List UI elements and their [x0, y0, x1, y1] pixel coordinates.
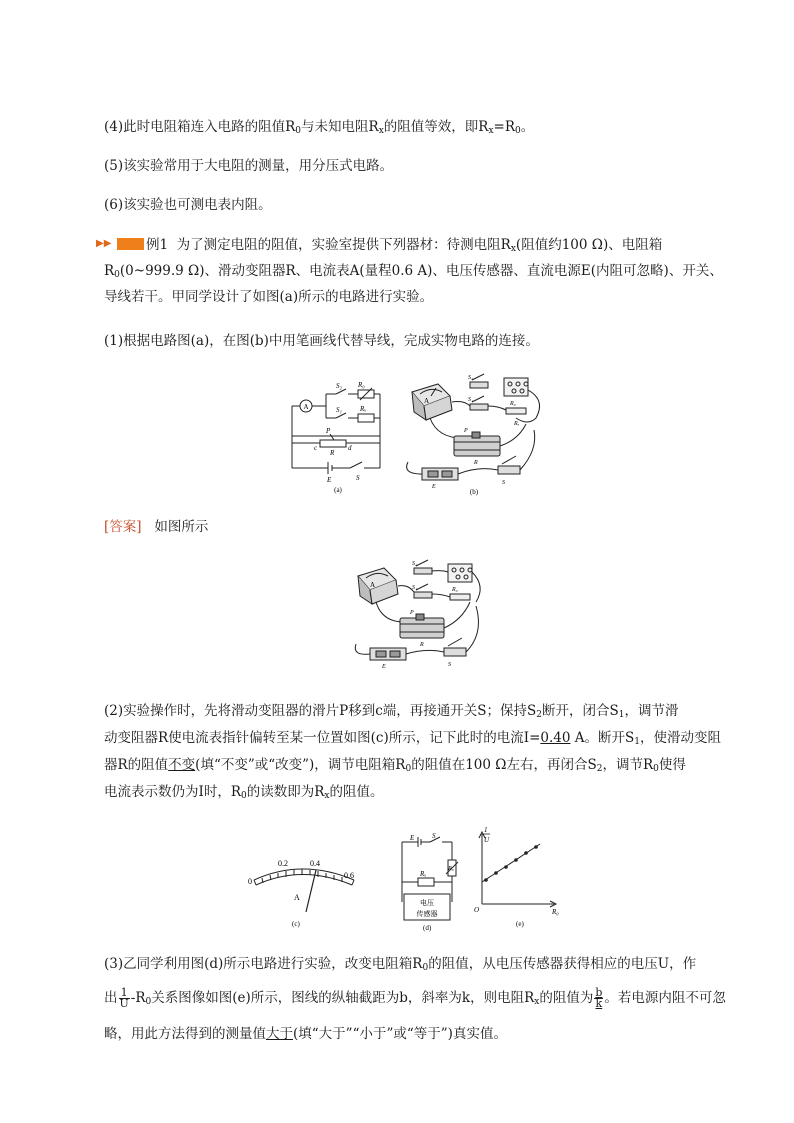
answer-fraction-b-over-k — [594, 988, 603, 1009]
q3-answer-greater: 大于 — [266, 1026, 293, 1042]
label-d: d — [348, 444, 352, 452]
q2-text-1b: 断开，闭合S — [542, 703, 619, 719]
photo-r0-label: R₀ — [510, 401, 516, 407]
question-3-line-1 — [104, 955, 696, 977]
answer-p-label: P — [410, 610, 414, 616]
q2-sub-8: x — [324, 791, 330, 801]
sensor-circuit-d — [394, 832, 460, 932]
meter-unit-a: A — [294, 893, 300, 902]
answer-r-label: R — [420, 642, 424, 648]
q2-answer-current: 0.40 — [540, 730, 571, 746]
frac-den-u: U — [119, 997, 129, 1010]
q2-text-3d: ，调节R — [602, 757, 654, 773]
question-3-line-2 — [104, 988, 726, 1011]
photo-e-label: E — [432, 484, 436, 490]
q3-text-2a: 出 — [104, 990, 118, 1006]
photo-r-label: R — [474, 460, 478, 466]
q3-sub-1: 0 — [422, 963, 429, 973]
point-5: (5)该实验常用于大电阻的测量，用分压式电路。 — [104, 158, 394, 174]
question-2-line-3 — [104, 756, 686, 778]
answer-r0-label: R₀ — [452, 587, 458, 593]
q3-text-3b: (填“大于”“小于”或“等于”)真实值。 — [293, 1026, 507, 1042]
q2-answer-unchanged: 不变 — [168, 757, 196, 773]
label-e: E — [327, 476, 332, 484]
q2-text-2a: 动变阻器R使电流表指针偏转至某一位置如图(c)所示，记下此时的电流I= — [104, 730, 541, 746]
sensor-label-1: 电压 — [420, 899, 434, 907]
example-line-2: $R_0(0\sim 999.9$ Ω)、滑动变阻器R、电流表A(量程0.6 A)、电压传感器、直流电源E(内阻可忽略)、开关、 — [104, 263, 723, 280]
answer-apparatus-figure — [352, 556, 490, 668]
circuit-diagram-a — [288, 376, 388, 494]
graph-y-den: U — [484, 836, 490, 844]
q2-text-3e: 使得 — [658, 757, 686, 773]
q2-text-4a: 电流表示数仍为I时，R — [104, 784, 241, 800]
d-label-s: S — [432, 832, 436, 840]
apparatus-photo-b — [398, 370, 548, 496]
d-label-r0: R₀ — [448, 866, 454, 872]
double-arrow-icon: ▶▶ — [96, 238, 112, 249]
q2-sub-5: 2 — [596, 764, 603, 774]
photo-p-label: P — [464, 428, 468, 434]
photo-s-label: S — [502, 480, 505, 486]
example-tag — [96, 237, 144, 251]
q2-sub-3: 1 — [634, 737, 640, 747]
q3-text-3a: 略，用此方法得到的测量值 — [104, 1026, 266, 1042]
point-4: (4)此时电阻箱连入电路的阻值$R_0$与未知电阻$R_x$的阻值等效，即$R_x=R_0$。 — [104, 119, 535, 136]
label-s1: S₁ — [336, 406, 342, 414]
q3-text-2d: 的阻值为 — [539, 990, 594, 1006]
q2-text-1a: (2)实验操作时，先将滑动变阻器的滑片P移到c端，再接通开关S；保持S — [104, 703, 537, 719]
frac-den-k: k — [595, 997, 603, 1010]
q2-text-4c: 的阻值。 — [329, 784, 384, 800]
q2-text-2b: A。断开S — [570, 730, 635, 746]
point-6: (6)该实验也可测电表内阻。 — [104, 197, 272, 213]
answer-s-label: S — [448, 662, 451, 668]
frac-num-b: b — [595, 986, 603, 999]
photo-rx-label: Rₓ — [514, 421, 520, 427]
question-2-line-4 — [104, 783, 383, 805]
q3-text-2e: 。若电源内阻不可忽 — [604, 990, 726, 1006]
label-p: P — [326, 427, 331, 435]
example-line-3: 导线若干。甲同学设计了如图(a)所示的电路进行实验。 — [104, 289, 434, 305]
answer-a-label: A — [370, 581, 376, 589]
label-s: S — [356, 474, 360, 482]
answer-s1-label: S₁ — [412, 585, 418, 591]
question-2-line-2 — [104, 729, 721, 751]
q2-text-2c: ，使滑动变阻 — [640, 730, 721, 746]
q2-text-3b: (填“不变”或“改变”)，调节电阻箱R — [195, 757, 406, 773]
question-3-line-3 — [104, 1025, 507, 1043]
q3-text-2b: -R — [130, 990, 146, 1006]
meter-tick-04: 0.4 — [310, 859, 320, 868]
q3-text-1a: (3)乙同学利用图(d)所示电路进行实验，改变电阻箱R — [104, 956, 423, 972]
example-line-1: 例1 为了测定电阻的阻值，实验室提供下列器材：待测电阻$R_x$(阻值约100 Ω)、电阻箱 — [146, 237, 663, 254]
q2-text-4b: 的读数即为R — [246, 784, 325, 800]
label-c: c — [314, 444, 318, 452]
ammeter-dial-c — [240, 852, 370, 928]
d-label-rx: Rₓ — [420, 870, 427, 878]
q2-sub-7: 0 — [241, 791, 247, 801]
graph-y-num: 1 — [484, 826, 488, 834]
frac-num-1: 1 — [119, 988, 130, 999]
example-label: 例1 — [146, 237, 169, 253]
meter-tick-0: 0 — [248, 877, 252, 886]
q2-sub-6: 0 — [653, 764, 659, 774]
caption-c: (c) — [292, 920, 300, 928]
label-s2: S₂ — [336, 382, 342, 390]
q2-text-3a: 器R的阻值 — [104, 757, 169, 773]
graph-origin: O — [474, 906, 480, 914]
orange-label-box — [117, 238, 144, 250]
question-2-line-1 — [104, 702, 678, 724]
fraction-1-over-u — [119, 988, 130, 1009]
caption-d: (d) — [423, 924, 432, 932]
d-label-e: E — [410, 834, 415, 842]
graph-x-label: R₀ — [552, 908, 559, 916]
label-r0: R₀ — [358, 381, 365, 389]
q3-sub-3: x — [534, 997, 540, 1007]
meter-tick-06: 0.6 — [344, 871, 354, 880]
caption-e: (e) — [516, 920, 524, 928]
question-1: (1)根据电路图(a)，在图(b)中用笔画线代替导线，完成实物电路的连接。 — [104, 333, 539, 349]
meter-tick-02: 0.2 — [278, 859, 288, 868]
q3-text-2c: 关系图像如图(e)所示，图线的纵轴截距为b，斜率为k，则电阻R — [151, 990, 535, 1006]
photo-a-label: A — [424, 397, 430, 405]
q3-sub-2: 0 — [145, 997, 152, 1007]
q2-text-1c: ，调节滑 — [624, 703, 679, 719]
q2-text-3c: 的阻值在100 Ω左右，再闭合S — [411, 757, 597, 773]
answer-text: 如图所示 — [154, 519, 209, 535]
answer-e-label: E — [382, 664, 386, 668]
label-rx: Rₓ — [360, 405, 367, 413]
label-r: R — [330, 449, 335, 457]
caption-b: (b) — [469, 488, 479, 496]
ammeter-label: A — [303, 403, 309, 411]
photo-s1-label: S₁ — [468, 397, 474, 403]
q3-text-1b: 的阻值，从电压传感器获得相应的电压U，作 — [428, 956, 697, 972]
answer-tag: [答案] — [104, 519, 142, 535]
sensor-label-2: 传感器 — [416, 910, 438, 918]
answer-s2-label: S₂ — [412, 561, 418, 567]
q2-sub-2: 1 — [618, 710, 625, 720]
caption-a: (a) — [334, 486, 342, 494]
answer-line — [104, 518, 208, 536]
graph-e — [470, 824, 570, 932]
photo-s2-label: S₂ — [468, 375, 474, 381]
q2-sub-4: 0 — [405, 764, 412, 774]
q2-sub-1: 2 — [536, 710, 542, 720]
